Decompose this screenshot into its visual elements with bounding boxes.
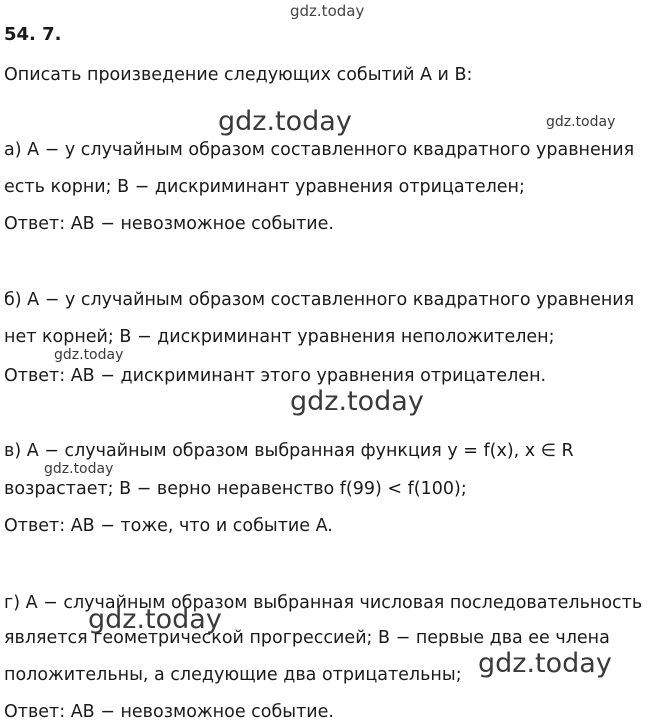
watermark-large: gdz.today: [218, 106, 352, 137]
watermark-small: gdz.today: [44, 461, 114, 477]
watermark-large: gdz.today: [290, 386, 424, 417]
watermark-small: gdz.today: [54, 347, 124, 363]
part-d-answer: Ответ: AB − невозможное событие.: [4, 702, 334, 722]
part-a-line-2: есть корни; B − дискриминант уравнения отрицателен;: [4, 177, 525, 197]
part-a-line-1: а) A − у случайным образом составленного квадратного уравнения: [4, 140, 635, 160]
task-statement: Описать произведение следующих событий A и B:: [4, 65, 473, 85]
exercise-number: 54. 7.: [4, 24, 62, 45]
part-a-answer: Ответ: AB − невозможное событие.: [4, 214, 334, 234]
part-c-line-1: в) A − случайным образом выбранная функция y = f(x), x ∈ R: [4, 441, 574, 461]
watermark-large: gdz.today: [478, 648, 612, 679]
part-c-line-2: возрастает; B − верно неравенство f(99) < f(100);: [4, 479, 467, 499]
watermark-top: gdz.today: [290, 2, 365, 20]
part-b-line-2: нет корней; B − дискриминант уравнения неположителен;: [4, 327, 555, 347]
part-d-line-2: является геометрической прогрессией; B − первые два ее члена: [4, 628, 610, 648]
part-d-line-3: положительны, а следующие два отрицательны;: [4, 665, 462, 685]
watermark-large: gdz.today: [88, 604, 222, 635]
part-b-line-1: б) A − у случайным образом составленного квадратного уравнения: [4, 290, 635, 310]
part-c-answer: Ответ: AB − тоже, что и событие A.: [4, 516, 333, 536]
part-d-line-1: г) A − случайным образом выбранная числовая последовательность: [4, 593, 643, 613]
watermark-small: gdz.today: [546, 114, 616, 130]
part-b-answer: Ответ: AB − дискриминант этого уравнения отрицателен.: [4, 366, 547, 386]
